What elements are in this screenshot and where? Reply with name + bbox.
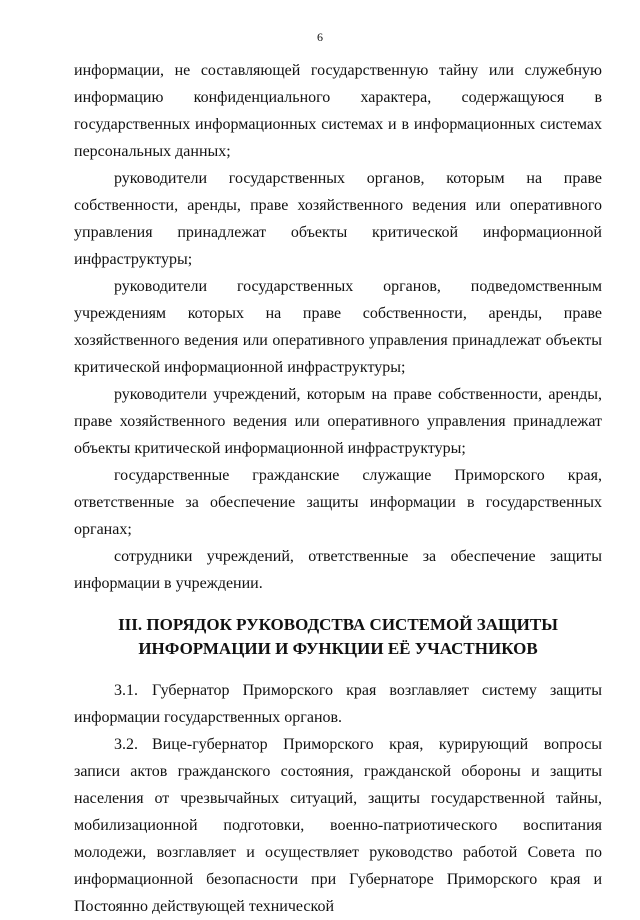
- item-text: Вице-губернатор Приморского края, курирующий вопросы записи актов гражданского состояния, гражданской обороны и защиты населения от чрезвычайных ситуаций, защиты государственной тайны, мобилизационной подготовки, военно-патриотического воспитания молодежи, возглавляет и осуществляет руководство работой Совета по информационной безопасности при Губернаторе Приморского края и Постоянно действующей технической: [74, 736, 602, 915]
- item-text: Губернатор Приморского края возглавляет систему защиты информации государственных органов.: [74, 682, 602, 726]
- paragraph: руководители учреждений, которым на праве собственности, аренды, праве хозяйственного ведения или оперативного управления принадлежат объекты критической информационной инфраструктуры;: [74, 386, 602, 457]
- paragraph: руководители государственных органов, подведомственным учреждениям которых на праве собственности, аренды, праве хозяйственного ведения или оперативного управления принадлежат объекты критической информационной инфраструктуры;: [74, 278, 602, 376]
- document-body: [74, 57, 602, 920]
- paragraph: руководители государственных органов, которым на праве собственности, аренды, праве хозяйственного ведения или оперативного управления принадлежат объекты критической информационной инфраструктуры;: [74, 170, 602, 268]
- paragraph: государственные гражданские служащие Приморского края, ответственные за обеспечение защиты информации в государственных органах;: [74, 467, 602, 538]
- numbered-item: [74, 677, 602, 731]
- item-number: 3.2.: [114, 736, 138, 753]
- section-heading: [74, 613, 602, 661]
- item-number: 3.1.: [114, 682, 138, 699]
- paragraph: сотрудники учреждений, ответственные за обеспечение защиты информации в учреждении.: [74, 548, 602, 592]
- paragraph: информации, не составляющей государственную тайну или служебную информацию конфиденциального характера, содержащуюся в государственных информационных системах и в информационных системах персональных данных;: [74, 62, 602, 160]
- section-heading-line: III. ПОРЯДОК РУКОВОДСТВА СИСТЕМОЙ ЗАЩИТЫ: [118, 615, 558, 634]
- numbered-item: [74, 731, 602, 920]
- page-number: 6: [317, 30, 323, 44]
- section-heading-line: ИНФОРМАЦИИ И ФУНКЦИИ ЕЁ УЧАСТНИКОВ: [138, 639, 538, 658]
